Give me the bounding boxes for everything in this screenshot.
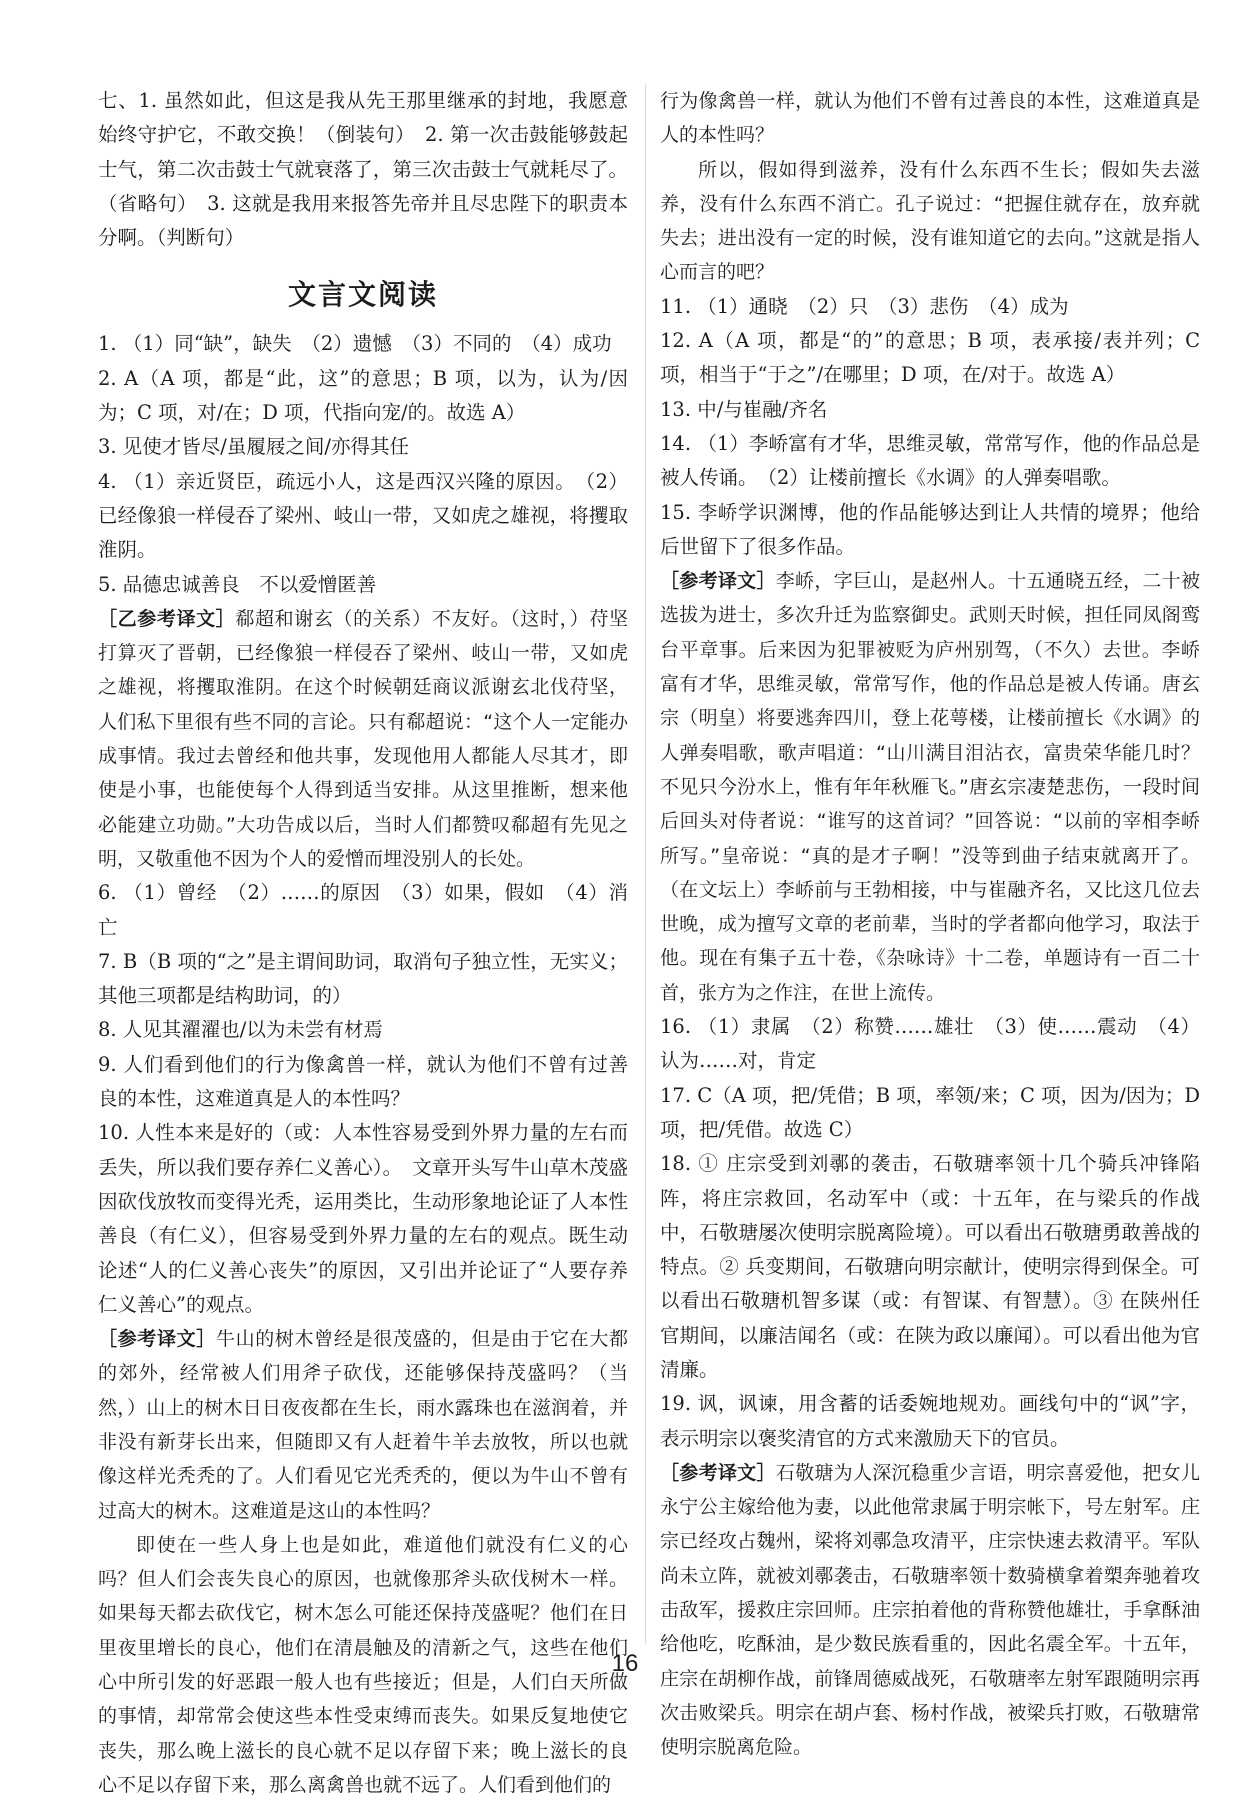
page-number: 16 xyxy=(611,1650,639,1677)
answer-6: 6. （1）曾经 （2）……的原因 （3）如果，假如 （4）消亡 xyxy=(98,881,628,939)
translation-text: 李峤，字巨山，是赵州人。十五通晓五经，二十被选拔为进士，多次升迁为监察御史。武则天时候，担任同凤阁鸾台平章事。后来因为犯罪被贬为庐州别驾，（不久）去世。李峤富有才华，思维灵敏，常常写作，他的作品总是被人传诵。唐玄宗（明皇）将要逃奔四川，登上花萼楼，让楼前擅长《水调》的人弹奏唱歌，歌声唱道：“山川满目泪沾衣，富贵荣华能几时？不见只今汾水上，惟有年年秋雁飞。”唐玄宗凄楚悲伤，一段时间后回头对侍者说：“谁写的这首词？”回答说：“以前的宰相李峤所写。”皇帝说：“真的是才子啊！”没等到曲子结束就离开了。（在文坛上）李峤前与王勃相接，中与崔融齐名，又比这几位去世晚，成为擅写文章的老前辈，当时的学者都向他学习，取法于他。现在有集子五十卷，《杂咏诗》十二卷，单题诗有一百二十首，张方为之作注，在世上流传。 xyxy=(660,570,1200,1004)
answer-part7: 七、1. 虽然如此，但这是我从先王那里继承的封地，我愿意始终守护它，不敢交换！（倒装句） 2. 第一次击鼓能够鼓起士气，第二次击鼓士气就衰落了，第三次击鼓士气就耗尽了。（省略句） 3. 这就是我用来报答先帝并且尽忠陛下的职责本分啊。（判断句） xyxy=(98,89,628,250)
translation-liqiao xyxy=(660,564,1200,1010)
answer-15: 15. 李峤学识渊博，他的作品能够达到让人共情的境界；他给后世留下了很多作品。 xyxy=(660,500,1200,558)
translation-yi xyxy=(98,602,628,876)
answer-13: 13. 中/与崔融/齐名 xyxy=(660,397,828,421)
answer-9: 9. 人们看到他们的行为像禽兽一样，就认为他们不曾有过善良的本性，这难道真是人的本性吗？ xyxy=(98,1052,628,1111)
answer-18: 18. ① 庄宗受到刘鄩的袭击，石敬瑭率领十几个骑兵冲锋陷阵，将庄宗救回，名动军中（或：十五年，在与梁兵的作战中，石敬瑭屡次使明宗脱离险境）。可以看出石敬瑭勇敢善战的特点。② 兵变期间，石敬瑭向明宗献计，使明宗得到保全。可以看出石敬瑭机智多谋（或：有智谋、有智慧）。③ 在陕州任官期间，以廉洁闻名（或：在陕为政以廉闻）。可以看出他为官清廉。 xyxy=(660,1152,1200,1381)
translation-continued: 行为像禽兽一样，就认为他们不曾有过善良的本性，这难道真是人的本性吗？ xyxy=(660,90,1200,147)
answer-11: 11. （1）通晓 （2）只 （3）悲伤 （4）成为 xyxy=(660,294,1069,318)
answer-2: 2. A（A 项，都是“此，这”的意思；B 项，以为，认为/因为；C 项，对/在；D 项，代指向宠/的。故选 A） xyxy=(98,366,628,425)
right-column xyxy=(660,84,1200,1765)
translation-text: 石敬瑭为人深沉稳重少言语，明宗喜爱他，把女儿永宁公主嫁给他为妻，以此他常隶属于明宗帐下，号左射军。庄宗已经攻占魏州，梁将刘鄩急攻清平，庄宗快速去救清平。军队尚未立阵，就被刘鄩袭击，石敬瑭率领十数骑横拿着槊奔驰着攻击敌军，援救庄宗回师。庄宗拍着他的背称赞他雄壮，手拿酥油给他吃，吃酥油，是少数民族看重的，因此名震全军。十五年，庄宗在胡柳作战，前锋周德威战死，石敬瑭率左射军跟随明宗再次击败梁兵。明宗在胡卢套、杨村作战，被梁兵打败，石敬瑭常使明宗脱离危险。 xyxy=(660,1461,1200,1759)
translation-text: 牛山的树木曾经是很茂盛的，但是由于它在大都的郊外，经常被人们用斧子砍伐，还能够保持茂盛吗？（当然，）山上的树木日日夜夜都在生长，雨水露珠也在滋润着，并非没有新芽长出来，但随即又有人赶着牛羊去放牧，所以也就像这样光秃秃的了。人们看见它光秃秃的，便以为牛山不曾有过高大的树木。这难道是这山的本性吗？ xyxy=(98,1328,628,1522)
translation-niushan xyxy=(98,1322,628,1528)
translation-paragraph: 即使在一些人身上也是如此，难道他们就没有仁义的心吗？但人们会丧失良心的原因，也就像那斧头砍伐树木一样。如果每天都去砍伐它，树木怎么可能还保持茂盛呢？他们在日里夜里增长的良心，他们在清晨触及的清新之气，这些在他们心中所引发的好恶跟一般人也有些接近；但是，人们白天所做的事情，却常常会使这些本性受束缚而丧失。如果反复地使它丧失，那么晚上滋长的良心就不足以存留下来；晚上滋长的良心不足以存留下来，那么离禽兽也就不远了。人们看到他们的 xyxy=(98,1533,628,1796)
translation-tag: ［乙参考译文］ xyxy=(98,607,236,630)
answer-12: 12. A（A 项，都是“的”的意思；B 项，表承接/表并列；C 项，相当于“于之”/在哪里；D 项，在/对于。故选 A） xyxy=(660,329,1200,387)
answer-19: 19. 讽，讽谏，用含蓄的话委婉地规劝。画线句中的“讽”字，表示明宗以褒奖清官的方式来激励天下的官员。 xyxy=(660,1392,1200,1450)
column-divider xyxy=(645,84,646,1644)
section-title: 文言文阅读 xyxy=(287,278,438,312)
left-column xyxy=(98,84,628,1802)
answer-1: 1. （1）同“缺”，缺失 （2）遗憾 （3）不同的 （4）成功 xyxy=(98,332,612,356)
answer-5: 5. 品德忠诚善良 不以爱憎匿善 xyxy=(98,572,377,596)
answer-4: 4. （1）亲近贤臣，疏远小人，这是西汉兴隆的原因。 （2）已经像狼一样侵吞了梁州、岐山一带，又如虎之雄视，将攫取淮阴。 xyxy=(98,469,628,562)
answer-17: 17. C（A 项，把/凭借；B 项，率领/来；C 项，因为/因为；D 项，把/凭借。故选 C） xyxy=(660,1083,1200,1141)
answer-10: 10. 人性本来是好的（或：人本性容易受到外界力量的左右而丢失，所以我们要存养仁义善心）。 文章开头写牛山草木茂盛因砍伐放牧而变得光秃，运用类比，生动形象地论证了人本性善良（有仁义），但容易受到外界力量的左右的观点。既生动论述“人的仁义善心丧失”的原因，又引出并论证了“人要存养仁义善心”的观点。 xyxy=(98,1121,628,1316)
translation-paragraph: 所以，假如得到滋养，没有什么东西不生长；假如失去滋养，没有什么东西不消亡。孔子说过：“把握住就存在，放弃就失去；进出没有一定的时候，没有谁知道它的去向。”这就是指人心而言的吧？ xyxy=(660,158,1200,284)
translation-tag: ［参考译文］ xyxy=(660,570,776,593)
translation-tag: ［参考译文］ xyxy=(660,1461,776,1484)
answer-8: 8. 人见其濯濯也/以为未尝有材焉 xyxy=(98,1018,383,1042)
translation-shijingtang xyxy=(660,1456,1200,1765)
answer-16: 16. （1）隶属 （2）称赞……雄壮 （3）使……震动 （4）认为……对，肯定 xyxy=(660,1015,1200,1073)
answer-14: 14. （1）李峤富有才华，思维灵敏，常常写作，他的作品总是被人传诵。 （2）让楼前擅长《水调》的人弹奏唱歌。 xyxy=(660,431,1200,490)
translation-tag: ［参考译文］ xyxy=(98,1328,216,1351)
answer-3: 3. 见使才皆尽/虽履屐之间/亦得其任 xyxy=(98,435,409,459)
translation-text: 郗超和谢玄（的关系）不友好。（这时，）苻坚打算灭了晋朝，已经像狼一样侵吞了梁州、岐山一带，又如虎之雄视，将攫取淮阴。在这个时候朝廷商议派谢玄北伐苻坚，人们私下里很有些不同的言论。只有郗超说：“这个人一定能办成事情。我过去曾经和他共事，发现他用人都能人尽其才，即使是小事，也能使每个人得到适当安排。从这里推断，想来他必能建立功勋。”大功告成以后，当时人们都赞叹郗超有先见之明，又敬重他不因为个人的爱憎而埋没别人的长处。 xyxy=(98,607,628,870)
answer-7: 7. B（B 项的“之”是主谓间助词，取消句子独立性，无实义；其他三项都是结构助词，的） xyxy=(98,949,628,1008)
